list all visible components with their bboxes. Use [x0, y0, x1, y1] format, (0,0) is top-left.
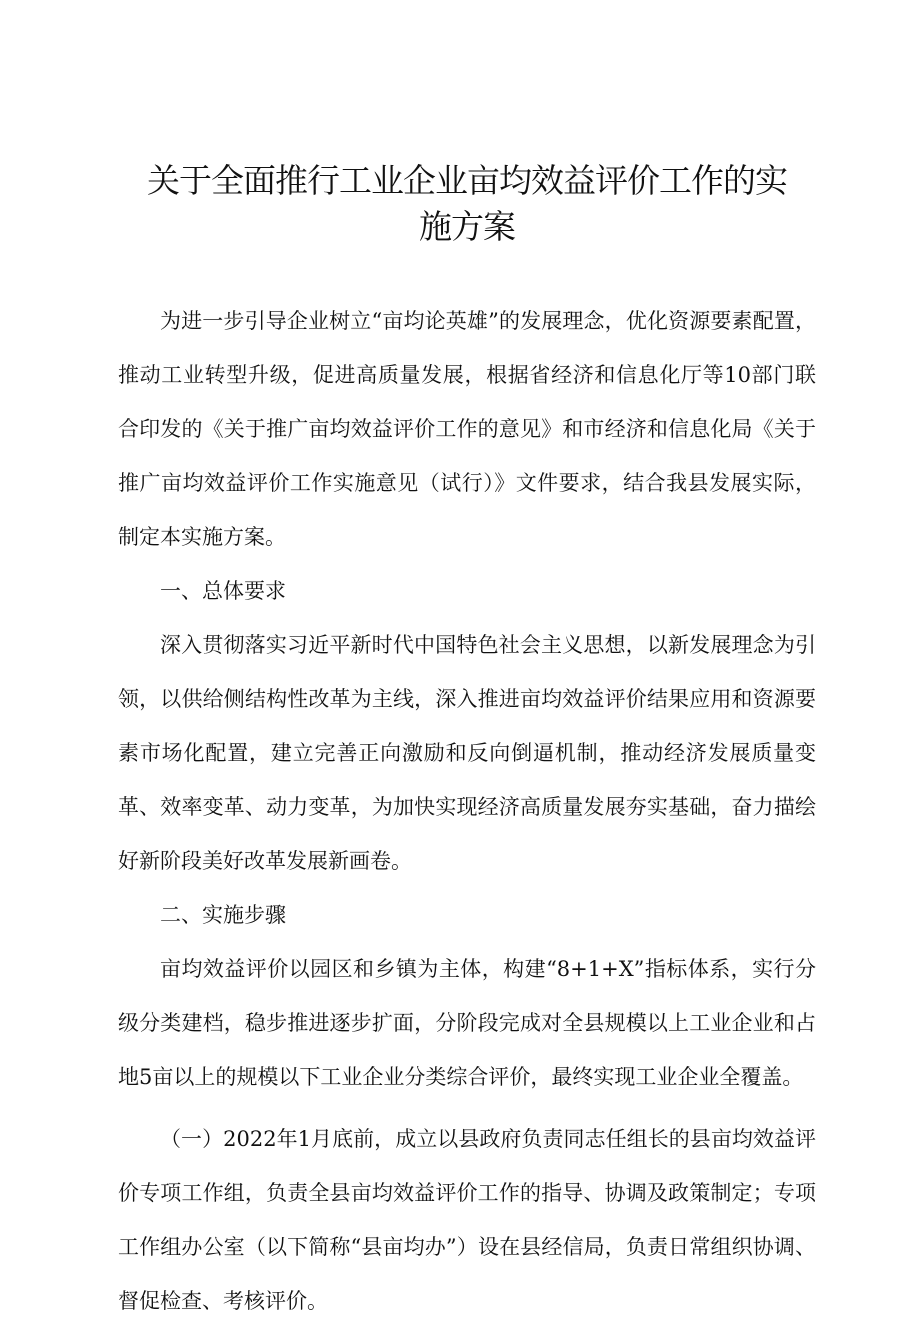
section-2-heading: 二、实施步骤	[160, 903, 286, 927]
title-line-2: 施方案	[419, 207, 515, 246]
step-1-paragraph: （一）2022年1月底前，成立以县政府负责同志任组长的县亩均效益评价专项工作组，负责全县亩均效益评价工作的指导、协调及政策制定；专项工作组办公室（以下简称“县亩均办”）设在县经信局，负责日常组织协调、督促检查、考核评价。	[118, 1127, 816, 1313]
section-2-paragraph: 亩均效益评价以园区和乡镇为主体，构建“8+1+X”指标体系，实行分级分类建档，稳步推进逐步扩面，分阶段完成对全县规模以上工业企业和占地5亩以上的规模以下工业企业分类综合评价，最终实现工业企业全覆盖。	[118, 957, 816, 1089]
document-body	[118, 294, 816, 1328]
title-line-1: 关于全面推行工业企业亩均效益评价工作的实	[147, 161, 787, 200]
document-title	[118, 158, 816, 250]
section-1-paragraph: 深入贯彻落实习近平新时代中国特色社会主义思想，以新发展理念为引领，以供给侧结构性改革为主线，深入推进亩均效益评价结果应用和资源要素市场化配置，建立完善正向激励和反向倒逼机制，推动经济发展质量变革、效率变革、动力变革，为加快实现经济高质量发展夯实基础，奋力描绘好新阶段美好改革发展新画卷。	[118, 633, 816, 873]
section-1-heading: 一、总体要求	[160, 579, 286, 603]
intro-paragraph: 为进一步引导企业树立“亩均论英雄”的发展理念，优化资源要素配置，推动工业转型升级，促进高质量发展，根据省经济和信息化厅等10部门联合印发的《关于推广亩均效益评价工作的意见》和市经济和信息化局《关于推广亩均效益评价工作实施意见（试行）》文件要求，结合我县发展实际，制定本实施方案。	[118, 309, 816, 549]
